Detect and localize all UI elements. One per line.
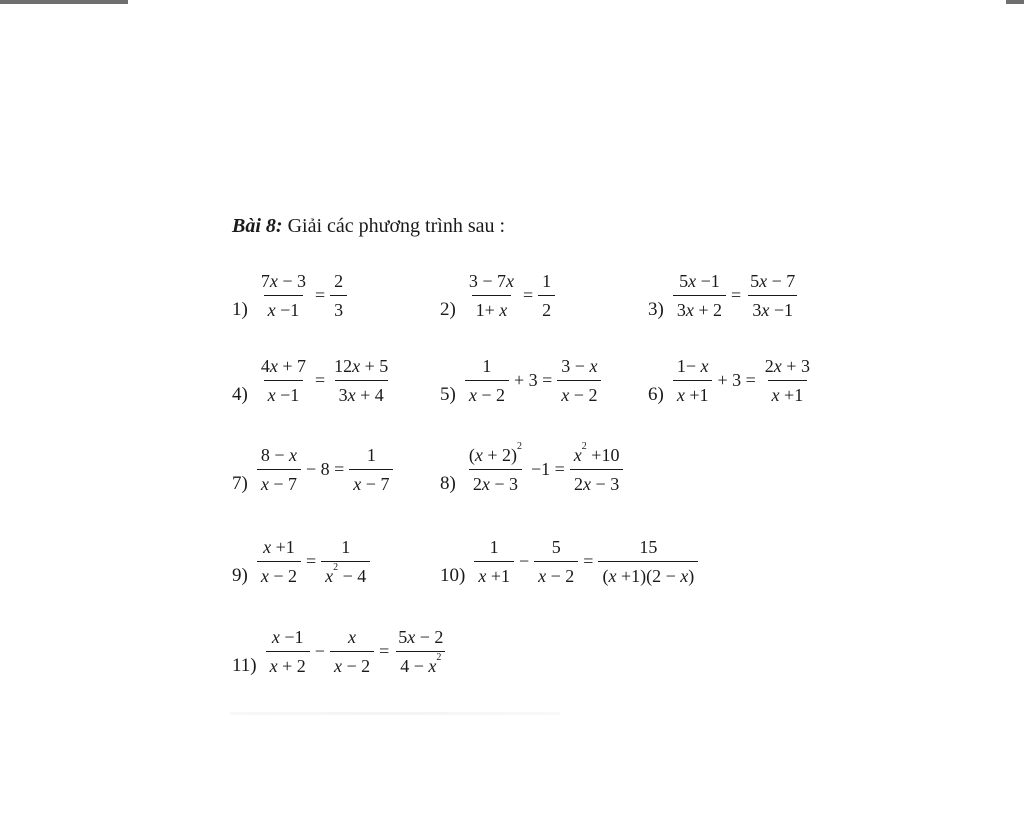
fraction: $\frac{7x - 3}{x -1}$ bbox=[260, 271, 306, 320]
fraction: $\frac{1}{x - 7}$ bbox=[349, 446, 393, 493]
fraction: $\frac{5x - 7}{3x -1}$ bbox=[750, 271, 796, 320]
exercise-label: Bài 8: bbox=[232, 215, 283, 237]
fraction: $\frac{1}{x +1}$ bbox=[474, 538, 514, 585]
fraction: $\frac{5}{x - 2}$ bbox=[534, 538, 578, 585]
equation-10: 10) $\frac{1}{x +1}$ − $\frac{5}{x - 2}$ = $\frac{15}{(x +1)(2 - x)}$ bbox=[440, 538, 701, 585]
equation-4: 4) $\frac{4x + 7}{x -1}$ = $\frac{12x + 5}{3x + 4}$ bbox=[232, 357, 395, 404]
equation-11: 11) $\frac{x -1}{x + 2}$ − $\frac{x}{x - 2}$ = $\frac{5x - 2}{4 - x^2}$ bbox=[232, 628, 450, 675]
equation-5: 5) $\frac{1}{x - 2}$ + 3 = $\frac{3 - x}{x - 2}$ bbox=[440, 357, 604, 404]
top-right-edge bbox=[1006, 0, 1024, 4]
equation-number: 2) bbox=[440, 298, 456, 320]
faint-line bbox=[230, 712, 560, 715]
fraction: $\frac{2x + 3}{x +1}$ bbox=[764, 356, 810, 405]
equation-number: 6) bbox=[648, 383, 664, 405]
equation-number: 7) bbox=[232, 472, 248, 494]
equation-1: 1) $\frac{7x - 3}{x -1}$ = $\frac{2}{3}$ bbox=[232, 272, 350, 319]
top-left-edge bbox=[0, 0, 128, 4]
fraction: $\frac{2}{3}$ bbox=[330, 272, 347, 319]
equation-number: 1) bbox=[232, 298, 248, 320]
fraction: $\frac{1}{x^2 - 4}$ bbox=[321, 538, 370, 585]
exercise-title bbox=[232, 215, 505, 238]
fraction: $\frac{15}{(x +1)(2 - x)}$ bbox=[598, 538, 698, 585]
fraction: $\frac{x -1}{x + 2}$ bbox=[266, 628, 310, 675]
fraction: $\frac{5x - 2}{4 - x^2}$ bbox=[398, 627, 444, 676]
equation-number: 8) bbox=[440, 472, 456, 494]
fraction: $\frac{(x + 2)^2}{2x - 3}$ bbox=[468, 441, 522, 494]
equation-6: 6) $\frac{1- x}{x +1}$ + 3 = $\frac{2x + 3}{x +1}$ bbox=[648, 357, 817, 404]
equation-2: 2) $\frac{3 - 7x}{1+ x}$ = $\frac{1}{2}$ bbox=[440, 272, 558, 319]
equation-number: 10) bbox=[440, 564, 466, 586]
fraction: $\frac{3 - 7x}{1+ x}$ bbox=[468, 271, 514, 320]
equation-7: 7) $\frac{8 - x}{x - 7}$ − 8 = $\frac{1}{x - 7}$ bbox=[232, 446, 396, 493]
equation-3: 3) $\frac{5x -1}{3x + 2}$ = $\frac{5x - 7}{3x -1}$ bbox=[648, 272, 802, 319]
equation-number: 11) bbox=[232, 654, 257, 676]
fraction: $\frac{3 - x}{x - 2}$ bbox=[557, 357, 601, 404]
fraction: $\frac{x}{x - 2}$ bbox=[330, 628, 374, 675]
equation-8: 8) $\frac{(x + 2)^2}{2x - 3}$ −1 = $\frac{x^2 +10}{2x - 3}$ bbox=[440, 446, 626, 493]
equation-number: 9) bbox=[232, 564, 248, 586]
fraction: $\frac{4x + 7}{x -1}$ bbox=[260, 356, 306, 405]
equation-number: 4) bbox=[232, 383, 248, 405]
fraction: $\frac{12x + 5}{3x + 4}$ bbox=[334, 356, 389, 405]
fraction: $\frac{1- x}{x +1}$ bbox=[673, 357, 713, 404]
fraction: $\frac{x^2 +10}{2x - 3}$ bbox=[570, 446, 624, 493]
fraction: $\frac{1}{x - 2}$ bbox=[465, 357, 509, 404]
fraction: $\frac{1}{2}$ bbox=[538, 272, 555, 319]
fraction: $\frac{5x -1}{3x + 2}$ bbox=[673, 272, 726, 319]
equation-number: 5) bbox=[440, 383, 456, 405]
equation-9: 9) $\frac{x +1}{x - 2}$ = $\frac{1}{x^2 - 4}$ bbox=[232, 538, 373, 585]
exercise-instruction: Giải các phương trình sau : bbox=[287, 215, 506, 237]
equation-number: 3) bbox=[648, 298, 664, 320]
fraction: $\frac{8 - x}{x - 7}$ bbox=[257, 446, 301, 493]
fraction: $\frac{x +1}{x - 2}$ bbox=[257, 538, 301, 585]
